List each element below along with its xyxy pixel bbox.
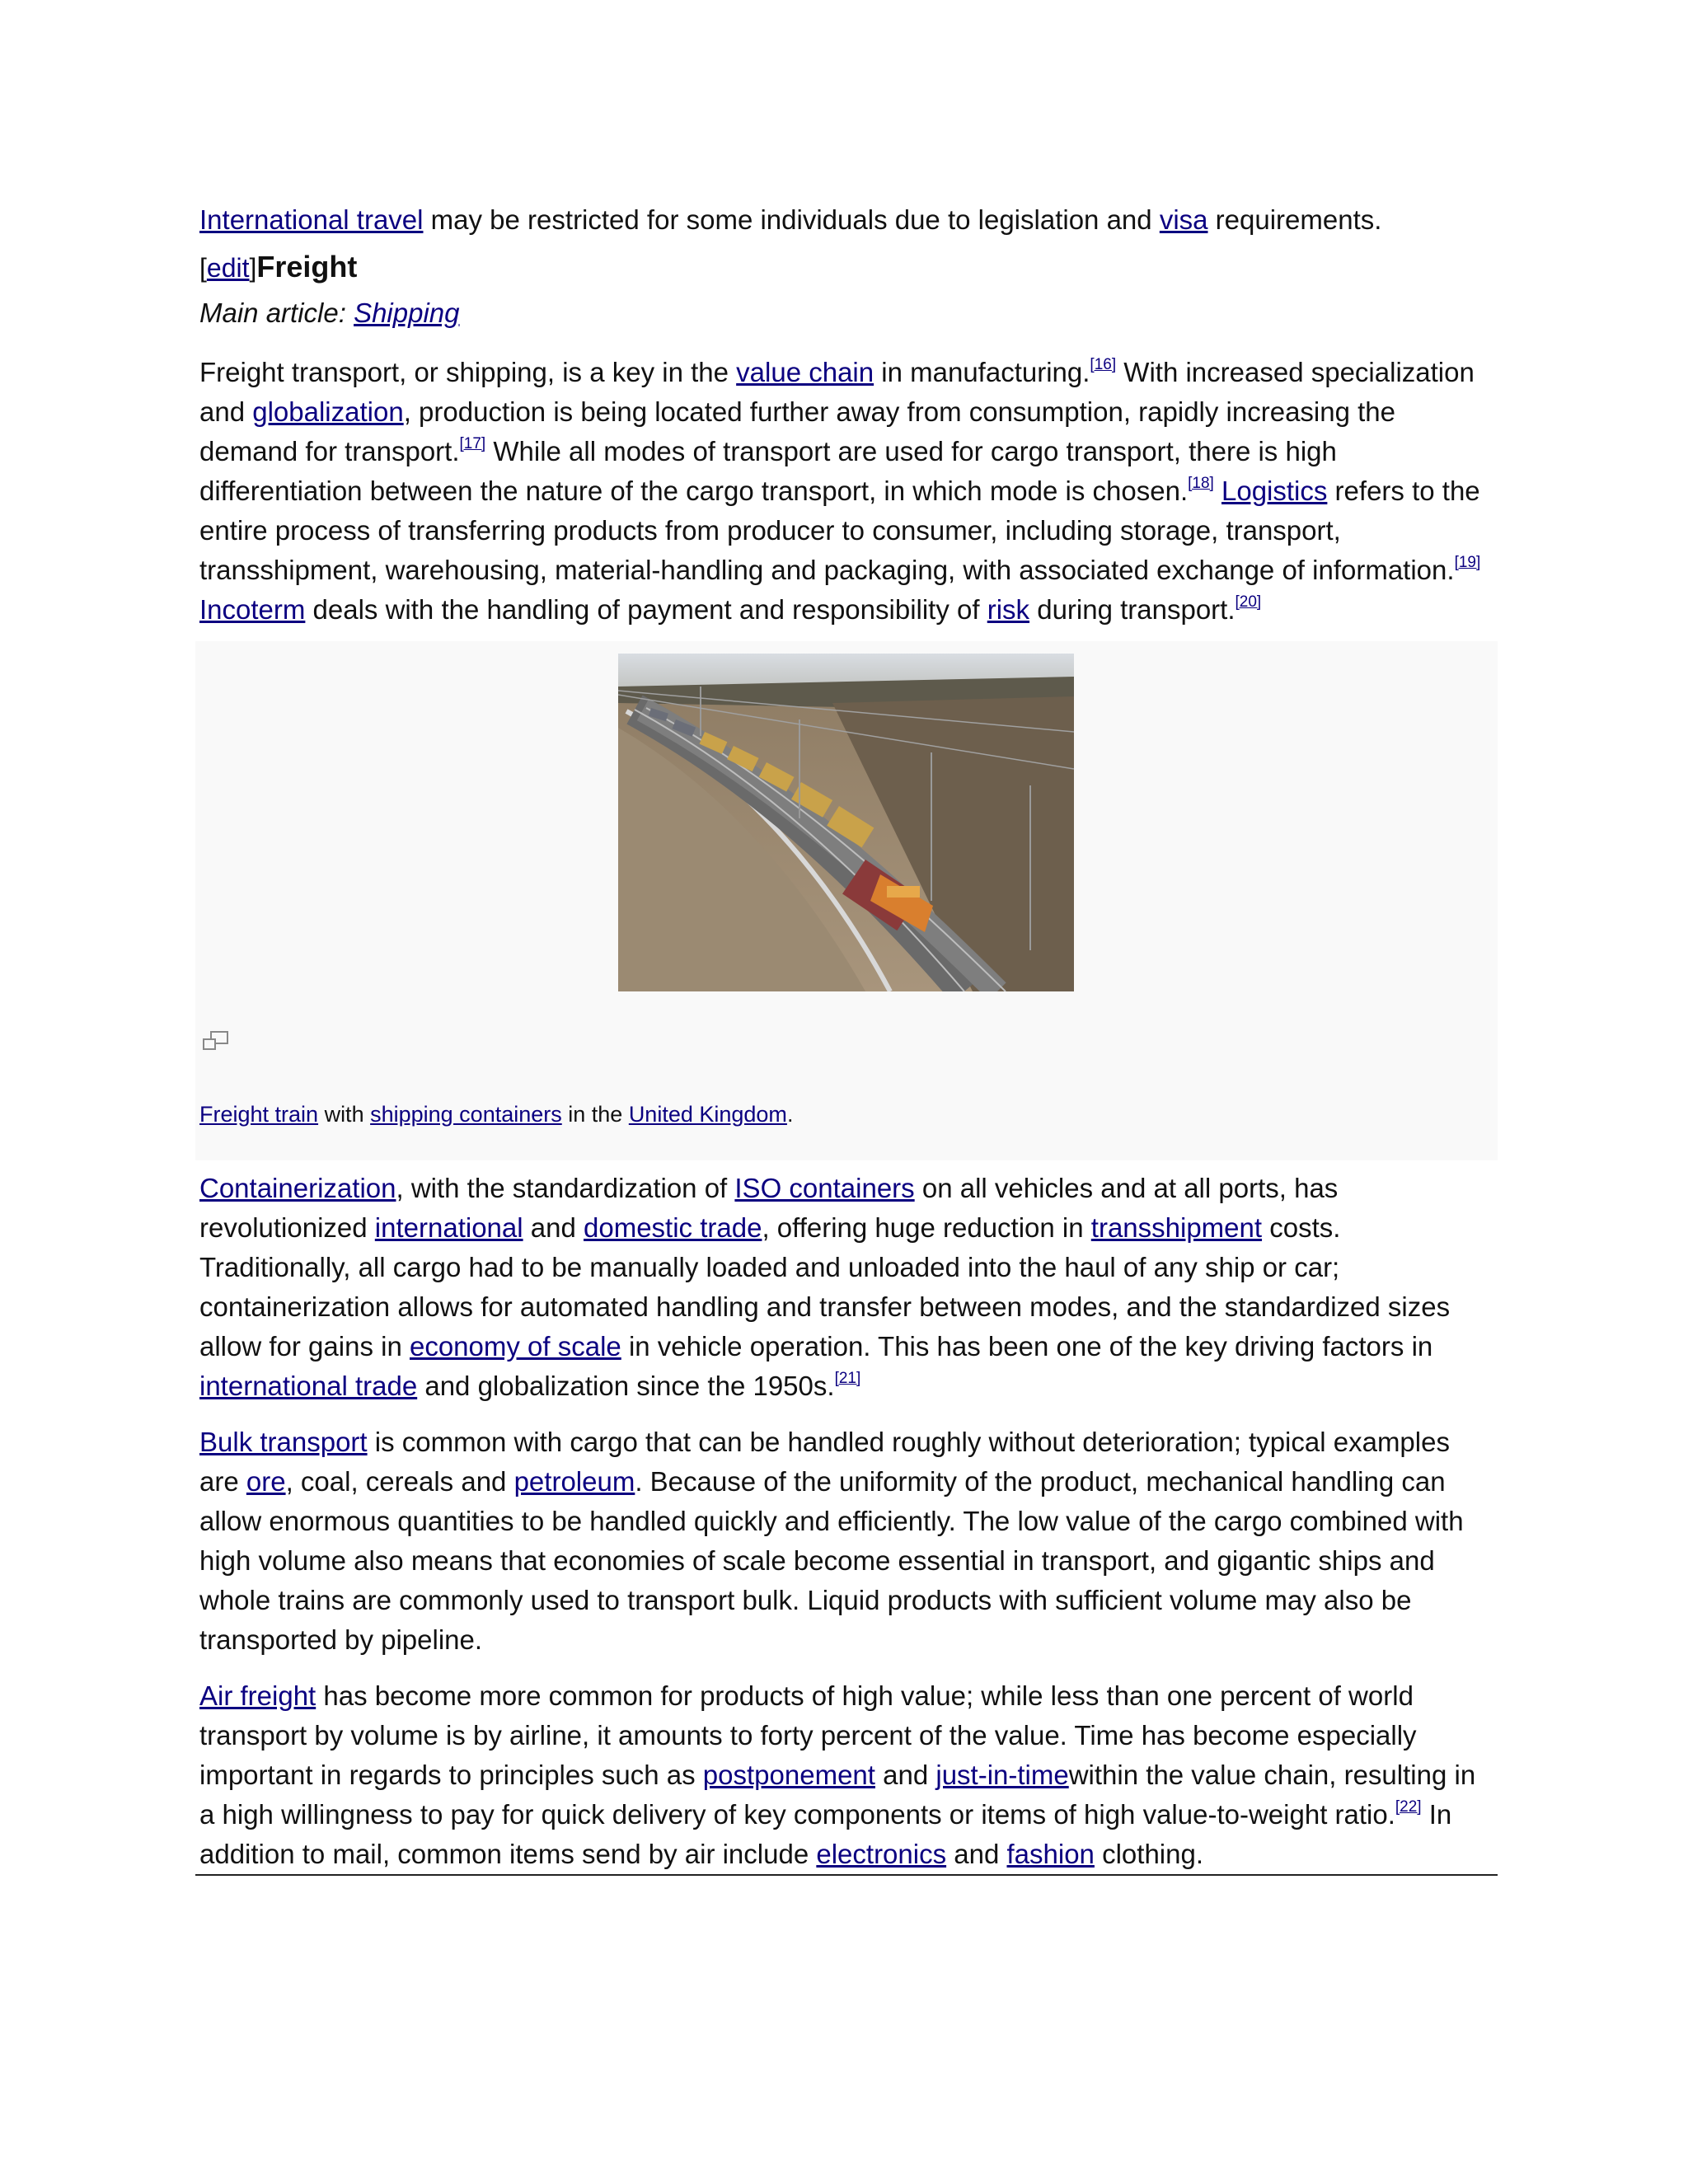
link-international[interactable]: international	[374, 1212, 523, 1243]
link-air-freight[interactable]: Air freight	[199, 1680, 316, 1711]
text: costs. Traditionally, all cargo had to be manually loaded and unloaded into the haul of any ship or car; containerization allows for automated handling and transfer between modes, and the standardized sizes allow for gains in	[199, 1212, 1451, 1361]
edit-section-link[interactable]: edit	[206, 253, 250, 283]
magnify-icon[interactable]	[202, 1030, 230, 1052]
text: and	[946, 1839, 1007, 1869]
link-visa[interactable]: visa	[1159, 204, 1208, 235]
link-petroleum[interactable]: petroleum	[513, 1466, 635, 1497]
text: deals with the handling of payment and responsibility of	[305, 594, 987, 625]
edit-bracket: [	[199, 253, 207, 283]
text: .	[786, 1102, 794, 1127]
text: within the value chain, resulting in a high willingness to pay for quick delivery of key components or items of high value-to-weight ratio.	[199, 1760, 1476, 1830]
link-incoterm[interactable]: Incoterm	[199, 594, 306, 625]
paragraph-bulk-transport	[199, 1422, 1493, 1660]
paragraph-air-freight	[195, 1676, 1498, 1876]
link-iso-containers[interactable]: ISO containers	[734, 1173, 915, 1203]
text: has become more common for products of high value; while less than one percent of world transport by volume is by airline, it amounts to forty percent of the value. Time has become especially important in regards to principles such as	[199, 1680, 1417, 1790]
ref-17[interactable]: [17]	[459, 435, 486, 452]
text: and	[874, 1760, 936, 1790]
text: , coal, cereals and	[285, 1466, 514, 1497]
link-shipping[interactable]: Shipping	[354, 298, 460, 328]
figure-caption	[199, 1099, 793, 1129]
text: in the	[561, 1102, 629, 1127]
text: during transport.	[1029, 594, 1236, 625]
main-article-prefix: Main article:	[199, 298, 354, 328]
figure-freight-train	[195, 641, 1498, 1160]
ref-19[interactable]: [19]	[1454, 554, 1481, 571]
link-freight-train[interactable]: Freight train	[199, 1102, 319, 1127]
ref-20[interactable]: [20]	[1235, 593, 1262, 611]
link-risk[interactable]: risk	[987, 594, 1030, 625]
link-ore[interactable]: ore	[246, 1466, 286, 1497]
paragraph-freight-transport	[199, 353, 1493, 630]
article-page	[199, 200, 1493, 1876]
edit-bracket: ]	[249, 253, 257, 283]
freight-train-photo[interactable]	[618, 654, 1074, 991]
text: with	[318, 1102, 371, 1127]
text: While all modes of transport are used for cargo transport, there is high differentiation between the nature of the cargo transport, in which mode is chosen.	[199, 436, 1337, 506]
link-international-travel[interactable]: International travel	[199, 204, 424, 235]
link-transshipment[interactable]: transshipment	[1090, 1212, 1263, 1243]
text: is common with cargo that can be handled roughly without deterioration; typical examples are	[199, 1427, 1450, 1497]
text: in vehicle operation. This has been one of the key driving factors in	[621, 1331, 1433, 1361]
link-fashion[interactable]: fashion	[1006, 1839, 1095, 1869]
text: clothing.	[1094, 1839, 1204, 1869]
link-domestic-trade[interactable]: domestic trade	[584, 1212, 762, 1243]
link-economy-of-scale[interactable]: economy of scale	[409, 1331, 621, 1361]
ref-16[interactable]: [16]	[1090, 356, 1117, 373]
link-value-chain[interactable]: value chain	[736, 357, 874, 387]
ref-22[interactable]: [22]	[1395, 1798, 1422, 1816]
main-article-note	[199, 293, 1493, 333]
text: refers to the entire process of transferring products from producer to consumer, including storage, transport, transshipment, warehousing, material-handling and packaging, with associated exchange of information.	[199, 476, 1480, 585]
intro-text: may be restricted for some individuals due to legislation and	[423, 204, 1160, 235]
link-postponement[interactable]: postponement	[702, 1760, 875, 1790]
ref-21[interactable]: [21]	[834, 1370, 861, 1387]
section-heading	[199, 246, 1493, 289]
text: , production is being located further away from consumption, rapidly increasing the demand for transport.	[199, 396, 1396, 466]
link-logistics[interactable]: Logistics	[1221, 476, 1328, 506]
link-bulk-transport[interactable]: Bulk transport	[199, 1427, 368, 1457]
text: . Because of the uniformity of the product, mechanical handling can allow enormous quantities to be handled quickly and efficiently. The low value of the cargo combined with high volume also means that economies of scale become essential in transport, and gigantic ships and whole trains are commonly used to transport bulk. Liquid products with sufficient volume may also be transported by pipeline.	[199, 1466, 1464, 1655]
text: and globalization since the 1950s.	[417, 1371, 835, 1401]
section-title: Freight	[256, 250, 358, 284]
link-electronics[interactable]: electronics	[816, 1839, 947, 1869]
intro-text: requirements.	[1207, 204, 1382, 235]
link-containerization[interactable]: Containerization	[199, 1173, 396, 1203]
link-shipping-containers[interactable]: shipping containers	[370, 1102, 562, 1127]
link-just-in-time[interactable]: just-in-time	[935, 1760, 1069, 1790]
text: , offering huge reduction in	[762, 1212, 1091, 1243]
ref-18[interactable]: [18]	[1188, 475, 1214, 492]
text: Freight transport, or shipping, is a key in the	[199, 357, 737, 387]
text: With increased specialization and	[199, 357, 1475, 427]
text: In addition to mail, common items send by air include	[199, 1799, 1452, 1869]
text	[1214, 476, 1221, 506]
link-united-kingdom[interactable]: United Kingdom	[628, 1102, 787, 1127]
text: , with the standardization of	[396, 1173, 735, 1203]
intro-paragraph	[199, 200, 1493, 240]
text: in manufacturing.	[874, 357, 1090, 387]
link-international-trade[interactable]: international trade	[199, 1371, 418, 1401]
link-globalization[interactable]: globalization	[252, 396, 404, 427]
paragraph-containerization	[199, 1169, 1493, 1406]
text: and	[523, 1212, 584, 1243]
text: on all vehicles and at all ports, has revolutionized	[199, 1173, 1339, 1243]
